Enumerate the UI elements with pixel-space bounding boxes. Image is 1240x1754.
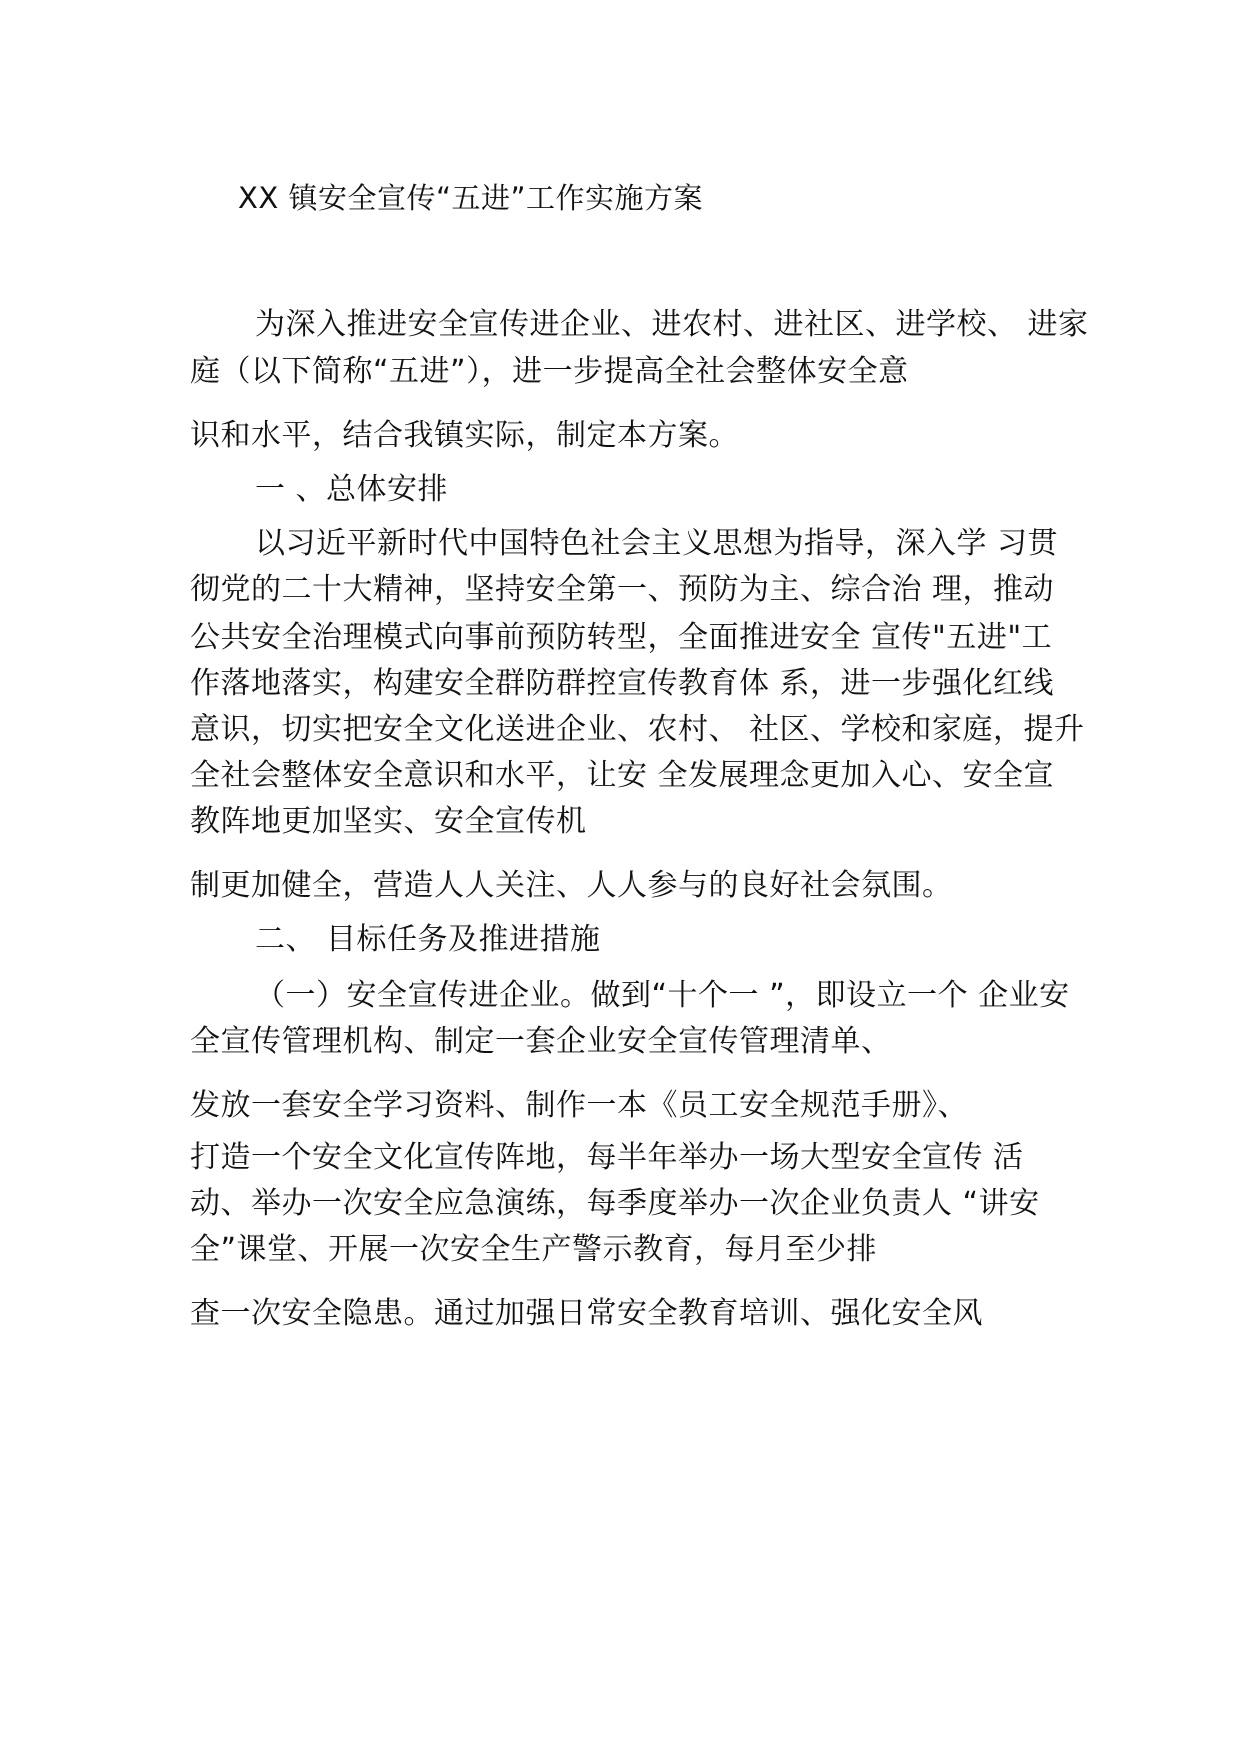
paragraph-line: 以习近平新时代中国特色社会主义思想为指导，深入学 习贯 — [255, 526, 1059, 561]
paragraph-line: 识和水平，结合我镇实际，制定本方案。 — [190, 418, 739, 453]
document-title: XX 镇安全宣传“五进”工作实施方案 — [238, 181, 704, 215]
paragraph-line: 为深入推进安全宣传进企业、进农村、进社区、进学校、 进家 — [255, 307, 1089, 342]
paragraph-line: 制更加健全，营造人人关注、人人参与的良好社会氛围。 — [190, 868, 953, 903]
paragraph-line: 查一次安全隐患。通过加强日常安全教育培训、强化安全风 — [190, 1296, 983, 1331]
paragraph-line: 庭（以下简称“五进”），进一步提高全社会整体安全意 — [190, 354, 909, 389]
paragraph-line: 意识，切实把安全文化送进企业、农村、 社区、学校和家庭，提升 — [190, 712, 1085, 747]
paragraph-line: 作落地落实，构建安全群防群控宣传教育体 系，进一步强化红线 — [190, 666, 1055, 701]
paragraph-line: （一）安全宣传进企业。做到“十个一 ”，即设立一个 企业安 — [255, 978, 1070, 1013]
section-heading: 二、 目标任务及推进措施 — [255, 922, 601, 957]
paragraph-line: 公共安全治理模式向事前预防转型，全面推进安全 宣传"五进"工 — [190, 620, 1053, 655]
paragraph-line: 全”课堂、开展一次安全生产警示教育，每月至少排 — [190, 1232, 878, 1267]
paragraph-line: 动、举办一次安全应急演练，每季度举办一次企业负责人 “讲安 — [190, 1186, 1040, 1221]
paragraph-line: 全社会整体安全意识和水平，让安 全发展理念更加入心、安全宣 — [190, 758, 1055, 793]
paragraph-line: 发放一套安全学习资料、制作一本《员工安全规范手册》、 — [190, 1088, 968, 1123]
paragraph-line: 彻党的二十大精神，坚持安全第一、预防为主、综合治 理，推动 — [190, 572, 1055, 607]
section-heading: 一 、总体安排 — [255, 472, 449, 507]
paragraph-line: 全宣传管理机构、制定一套企业安全宣传管理清单、 — [190, 1024, 892, 1059]
paragraph-line: 教阵地更加坚实、安全宣传机 — [190, 804, 587, 839]
paragraph-line: 打造一个安全文化宣传阵地，每半年举办一场大型安全宣传 活 — [190, 1140, 1024, 1175]
